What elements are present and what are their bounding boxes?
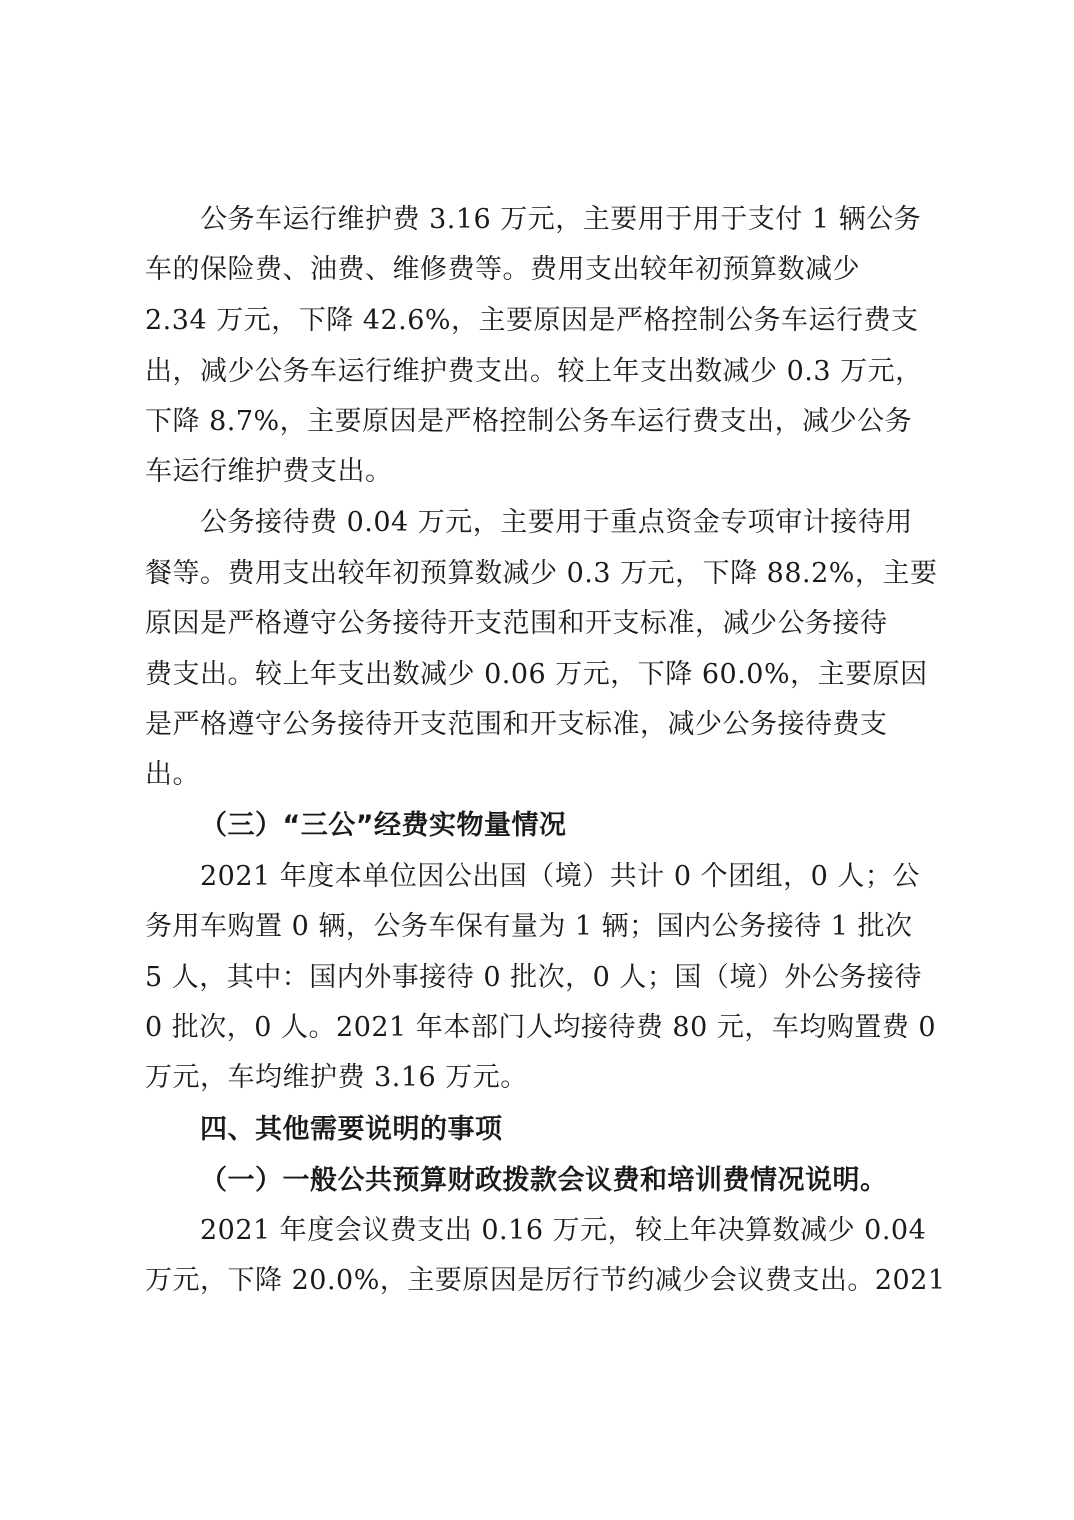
text-line: 车的保险费、油费、维修费等。费用支出较年初预算数减少	[145, 254, 860, 285]
text-line: 万元，下降 20.0%，主要原因是厉行节约减少会议费支出。2021	[145, 1265, 946, 1296]
text-line: 0 批次，0 人。2021 年本部门人均接待费 80 元，车均购置费 0	[145, 1012, 937, 1043]
text-line: 出，减少公务车运行维护费支出。较上年支出数减少 0.3 万元，	[145, 356, 923, 387]
text-line: 万元，车均维护费 3.16 万元。	[145, 1062, 528, 1093]
section-heading: 四、其他需要说明的事项	[200, 1114, 503, 1145]
text-line: 2021 年度会议费支出 0.16 万元，较上年决算数减少 0.04	[200, 1215, 927, 1246]
text-line: 餐等。费用支出较年初预算数减少 0.3 万元，下降 88.2%，主要	[145, 558, 938, 589]
text-line: 下降 8.7%，主要原因是严格控制公务车运行费支出，减少公务	[145, 406, 913, 437]
text-line: 5 人，其中：国内外事接待 0 批次，0 人；国（境）外公务接待	[145, 962, 922, 993]
text-line: 原因是严格遵守公务接待开支范围和开支标准，减少公务接待	[145, 608, 888, 639]
text-line: 是严格遵守公务接待开支范围和开支标准，减少公务接待费支	[145, 709, 888, 740]
text-line: 公务车运行维护费 3.16 万元，主要用于用于支付 1 辆公务	[200, 204, 922, 235]
text-line: 务用车购置 0 辆，公务车保有量为 1 辆；国内公务接待 1 批次	[145, 911, 913, 942]
text-line: 出。	[145, 759, 200, 790]
text-line: 费支出。较上年支出数减少 0.06 万元，下降 60.0%，主要原因	[145, 659, 928, 690]
text-line: 车运行维护费支出。	[145, 456, 393, 487]
text-line: 公务接待费 0.04 万元，主要用于重点资金专项审计接待用	[200, 507, 913, 538]
section-heading: （三）“三公”经费实物量情况	[200, 810, 567, 841]
text-line: 2021 年度本单位因公出国（境）共计 0 个团组，0 人；公	[200, 861, 920, 892]
subsection-heading: （一）一般公共预算财政拨款会议费和培训费情况说明。	[200, 1165, 888, 1196]
text-line: 2.34 万元，下降 42.6%，主要原因是严格控制公务车运行费支	[145, 305, 919, 336]
